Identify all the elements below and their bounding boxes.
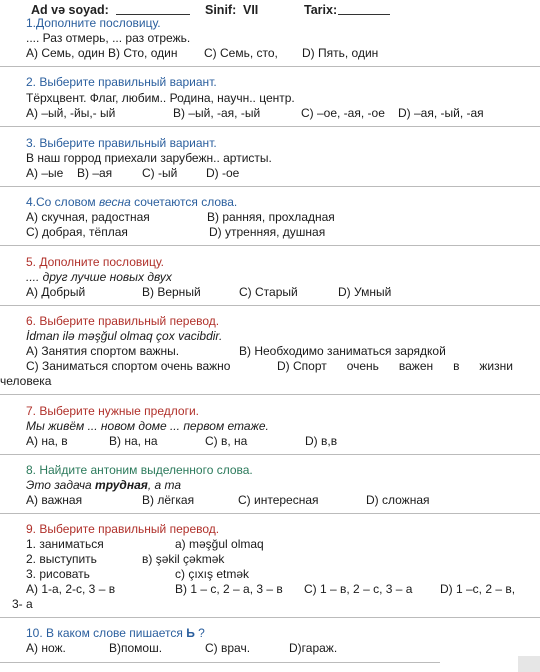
q5-title: 5. Дополните пословицу. [26,255,164,269]
q9-option-d[interactable]: D) 1 –c, 2 – в, [440,582,516,596]
q9-title: 9. Выберите правильный перевод. [26,522,220,536]
q1-text: .... Раз отмерь, ... раз отрежь. [26,31,191,45]
q7-option-a[interactable]: A) на, в [26,434,68,448]
q3-option-d[interactable]: D) -ое [206,166,240,180]
q6-option-b[interactable]: B) Необходимо заниматься зарядкой [239,344,446,358]
q3-title: 3. Выберите правильный вариант. [26,136,217,150]
q10-title: 10. В каком слове пишается Ь ? [26,626,205,640]
separator [0,394,540,395]
q7-text: Мы живём ... новом доме ... первом етаже. [26,419,269,433]
q8-title: 8. Найдите антоним выделенного слова. [26,463,253,477]
separator [0,66,540,67]
q5-option-b[interactable]: B) Верный [142,285,201,299]
separator [0,513,540,514]
q3-option-c[interactable]: C) -ый [142,166,178,180]
q1-option-a[interactable]: A) Семь, один [26,46,105,60]
q2-option-a[interactable]: A) –ый, -йы,- ый [26,106,116,120]
q2-option-d[interactable]: D) –ая, -ый, -ая [398,106,484,120]
name-blank-line[interactable] [116,14,190,15]
q1-title: 1.Дополните пословицу. [26,16,161,30]
q4-option-d[interactable]: D) утренняя, душная [209,225,326,239]
q6-option-d-continued: человека [0,374,52,388]
q4-option-c[interactable]: C) добрая, тёплая [26,225,128,239]
q9-right-item: в) şəkil çəkmək [142,552,225,566]
q8-option-d[interactable]: D) сложная [366,493,430,507]
q3-option-b[interactable]: B) –ая [77,166,113,180]
q3-option-a[interactable]: A) –ые [26,166,64,180]
q1-option-c[interactable]: C) Семь, сто, [204,46,278,60]
q6-option-d[interactable]: D) Спорт очень важен в жизни [277,359,513,373]
q7-option-c[interactable]: C) в, на [205,434,248,448]
q8-highlighted-word: трудная [95,478,148,492]
q9-left-item: 2. выступить [26,552,97,566]
q10-option-b[interactable]: B)помош. [109,641,163,655]
separator [0,305,540,306]
separator [0,454,540,455]
q2-text: Тёрхцвент. Флаг, любим.. Родина, научн.. центр. [26,91,295,105]
q7-option-b[interactable]: B) на, на [109,434,158,448]
q3-text: В наш горрод приехали зарубежн.. артисты. [26,151,272,165]
q5-text: .... друг лучше новых двух [26,270,172,284]
q4-title: 4.Со словом весна сочетаются слова. [26,195,238,209]
q8-text: Это задача трудная, а та [26,478,182,492]
separator [0,617,540,618]
q4-option-b[interactable]: B) ранняя, прохладная [207,210,335,224]
name-label: Ad və soyad: [31,3,109,17]
separator [0,126,540,127]
q10-soft-sign: Ь [186,626,195,640]
q7-title: 7. Выберите нужные предлоги. [26,404,199,418]
q6-option-c[interactable]: C) Заниматься спортом очень важно [26,359,231,373]
q9-right-item: a) məşğul olmaq [175,537,264,551]
separator [0,245,540,246]
q4-keyword: весна [99,195,131,209]
q5-option-a[interactable]: A) Добрый [26,285,86,299]
q9-option-c[interactable]: C) 1 – в, 2 – c, 3 – a [304,582,413,596]
q9-left-item: 1. заниматься [26,537,104,551]
q9-option-b[interactable]: B) 1 – c, 2 – a, 3 – в [175,582,283,596]
date-blank-line[interactable] [338,14,390,15]
q5-option-d[interactable]: D) Умный [338,285,392,299]
q9-option-d-continued: 3- a [12,597,33,611]
q4-option-a[interactable]: A) скучная, радостная [26,210,150,224]
q2-title: 2. Выберите правильный вариант. [26,75,217,89]
date-label: Tarix: [304,3,338,17]
q1-option-d[interactable]: D) Пять, один [302,46,379,60]
q10-option-c[interactable]: C) врач. [205,641,251,655]
q10-option-a[interactable]: A) нож. [26,641,66,655]
q8-option-c[interactable]: C) интересная [238,493,319,507]
q6-title: 6. Выберите правильный перевод. [26,314,220,328]
q5-option-c[interactable]: C) Старый [239,285,298,299]
q6-text: İdman ilə məşğul olmaq çox vacibdir. [26,329,223,343]
q9-left-item: 3. рисовать [26,567,90,581]
q2-option-c[interactable]: C) –ое, -ая, -ое [301,106,385,120]
q10-option-d[interactable]: D)гараж. [289,641,338,655]
q8-option-b[interactable]: B) лёгкая [142,493,195,507]
q7-option-d[interactable]: D) в,в [305,434,338,448]
page-corner [518,656,540,672]
q8-option-a[interactable]: A) важная [26,493,83,507]
q6-option-a[interactable]: A) Занятия спортом важны. [26,344,180,358]
q9-option-a[interactable]: A) 1-a, 2-c, 3 – в [26,582,116,596]
q9-right-item: c) çıxış etmək [175,567,250,581]
separator [0,186,540,187]
class-value: VII [243,3,259,17]
q1-option-b[interactable]: B) Сто, один [108,46,178,60]
separator [0,662,440,663]
class-label: Sinif: [205,3,237,17]
q2-option-b[interactable]: B) –ый, -ая, -ый [173,106,261,120]
